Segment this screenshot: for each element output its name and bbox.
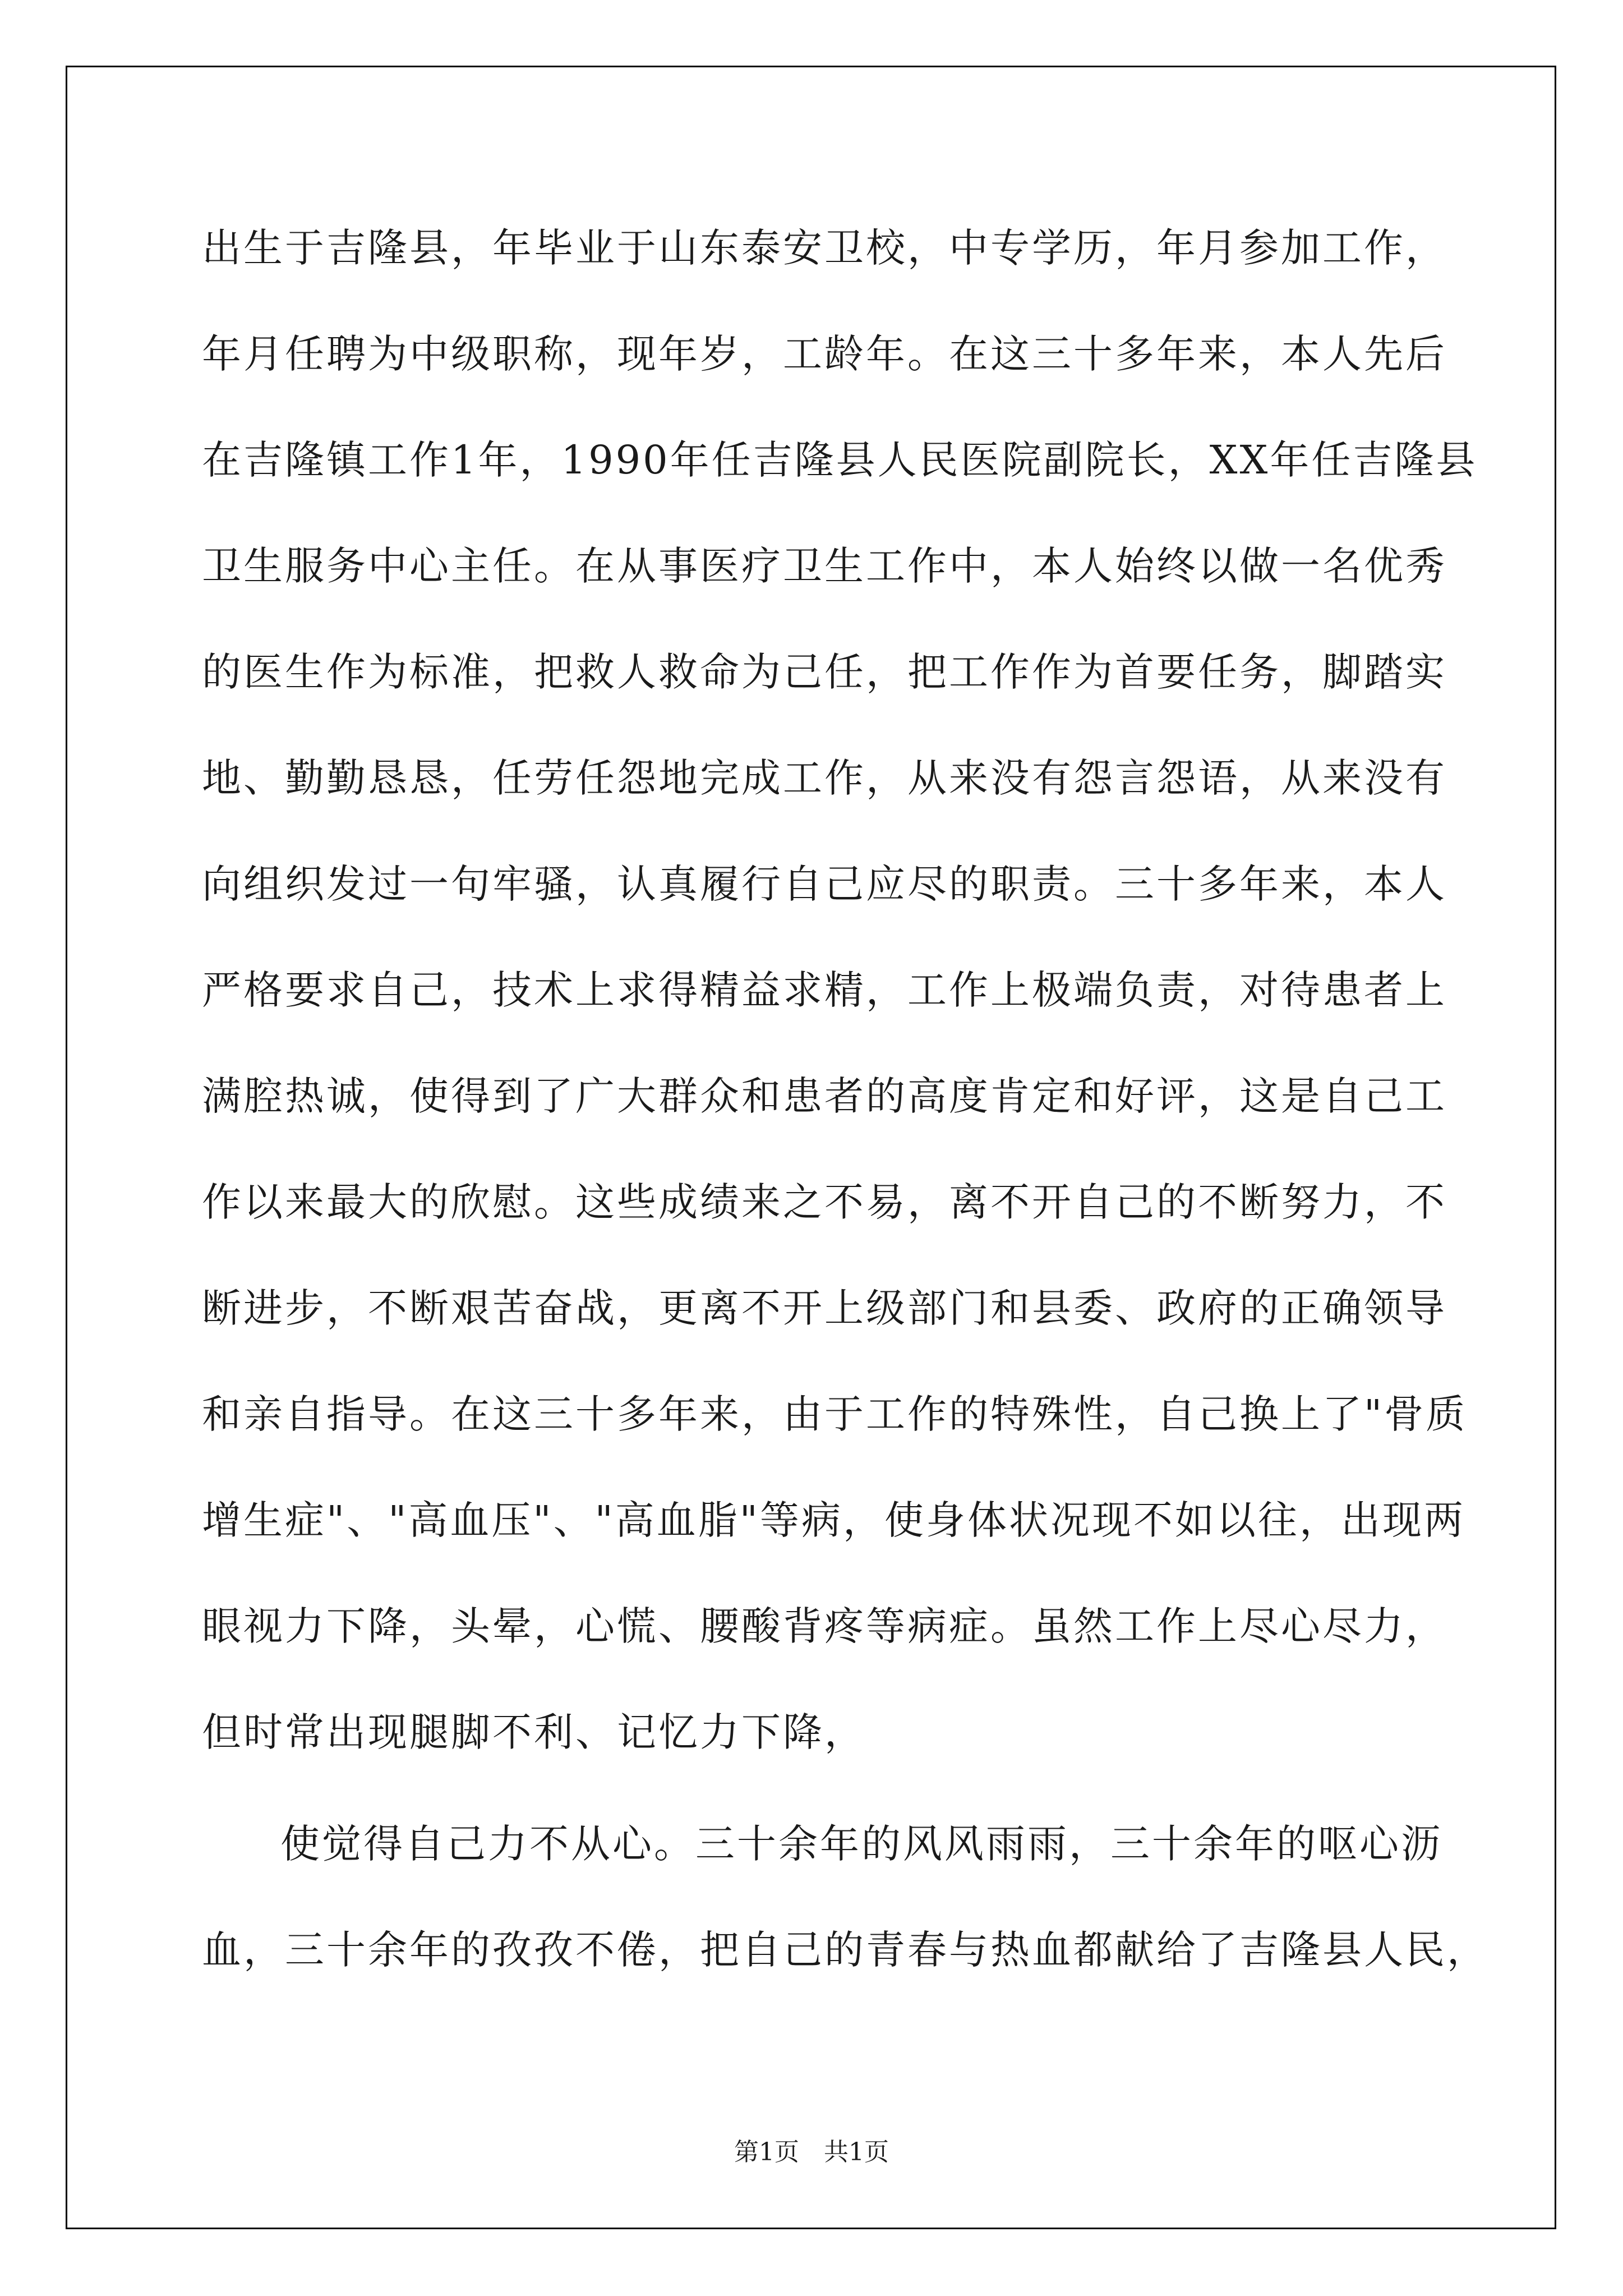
text-line: 向组织发过一句牢骚，认真履行自己应尽的职责。三十多年来，本人 xyxy=(202,861,1447,907)
text-line: 作以来最大的欣慰。这些成绩来之不易，离不开自己的不断努力，不 xyxy=(202,1179,1447,1225)
text-line: 严格要求自己，技术上求得精益求精，工作上极端负责，对待患者上 xyxy=(202,967,1447,1013)
text-line: 和亲自指导。在这三十多年来，由于工作的特殊性，自己换上了"骨质 xyxy=(202,1391,1468,1437)
text-line: 卫生服务中心主任。在从事医疗卫生工作中，本人始终以做一名优秀 xyxy=(202,543,1447,589)
text-line: 断进步，不断艰苦奋战，更离不开上级部门和县委、政府的正确领导 xyxy=(202,1285,1447,1331)
text-line: 出生于吉隆县，年毕业于山东泰安卫校，中专学历，年月参加工作， xyxy=(202,225,1447,271)
text-line: 血，三十余年的孜孜不倦，把自己的青春与热血都献给了吉隆县人民， xyxy=(202,1927,1488,1973)
text-line: 在吉隆镇工作1年，1990年任吉隆县人民医院副院长，XX年任吉隆县 xyxy=(202,437,1478,483)
page-number-footer: 第1页 共1页 xyxy=(734,2138,889,2166)
text-line: 但时常出现腿脚不利、记忆力下降， xyxy=(202,1709,866,1755)
text-line: 地、勤勤恳恳，任劳任怨地完成工作，从来没有怨言怨语，从来没有 xyxy=(202,755,1447,801)
text-line: 使觉得自己力不从心。三十余年的风风雨雨，三十余年的呕心沥 xyxy=(280,1821,1442,1867)
text-line: 的医生作为标准，把救人救命为己任，把工作作为首要任务，脚踏实 xyxy=(202,649,1447,695)
document-body xyxy=(202,195,1488,2003)
text-line: 眼视力下降，头晕，心慌、腰酸背疼等病症。虽然工作上尽心尽力， xyxy=(202,1603,1447,1649)
text-line: 满腔热诚，使得到了广大群众和患者的高度肯定和好评，这是自己工 xyxy=(202,1073,1447,1119)
text-line: 增生症"、"高血压"、"高血脂"等病，使身体状况现不如以往，出现两 xyxy=(202,1497,1465,1543)
paragraph-gap xyxy=(202,1786,1430,1791)
text-line: 年月任聘为中级职称，现年岁，工龄年。在这三十多年来，本人先后 xyxy=(202,331,1447,377)
